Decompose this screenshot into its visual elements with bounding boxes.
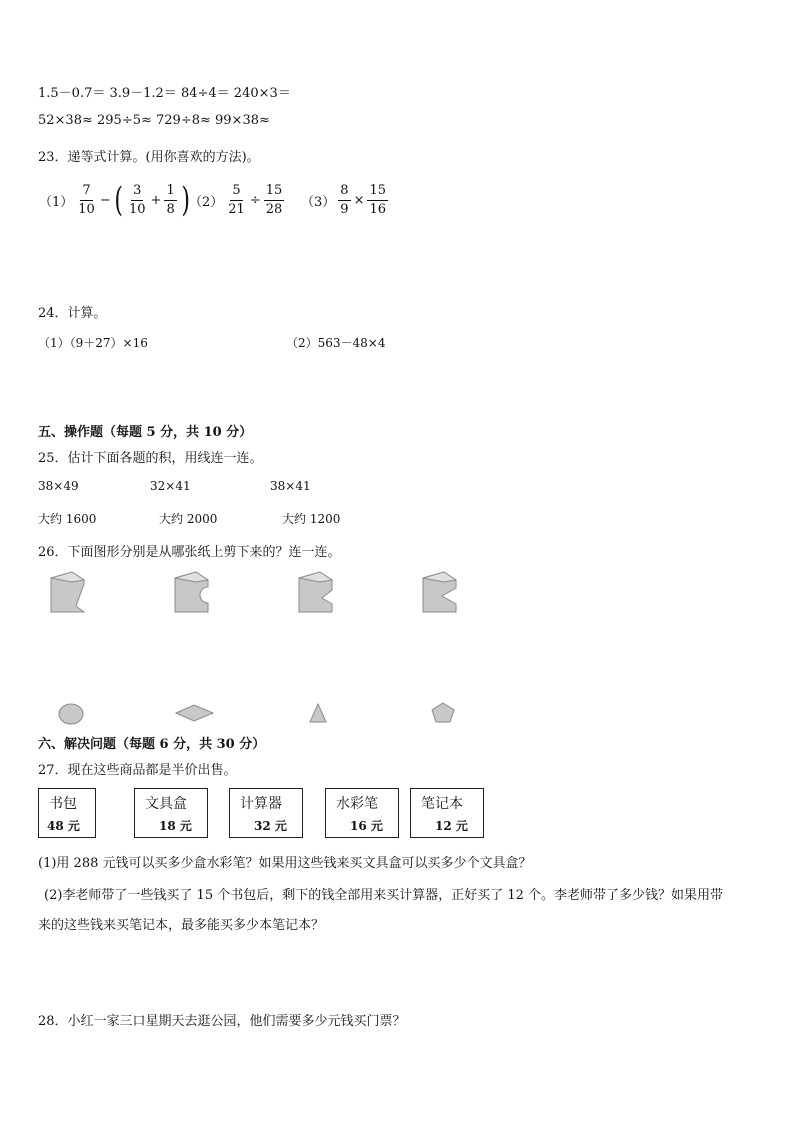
folded-paper-3-icon: [296, 570, 336, 614]
q27-sub-question-1: (1)用 288 元钱可以买多少盒水彩笔？如果用这些钱来买文具盒可以买多少个文具盒？: [38, 856, 532, 871]
q23-p2-label: （2）: [189, 194, 224, 210]
folded-paper-1-icon: [48, 570, 88, 614]
estimation-line-2: 52×38≈ 295÷5≈ 729÷8≈ 99×38≈: [38, 113, 270, 128]
q23-part-3: [300, 178, 390, 222]
multiply-sign: ×: [353, 192, 365, 208]
q24-part-1: （1）（9＋27）×16: [38, 336, 148, 350]
folded-paper-2-icon: [172, 570, 212, 614]
divide-sign: ÷: [249, 192, 261, 208]
fraction: $\frac{15}{28}$: [265, 182, 283, 217]
q27-sub-question-2-line-2: 来的这些钱来买笔记本，最多能买多少本笔记本？: [38, 918, 325, 933]
q23-title: 23．递等式计算。(用你喜欢的方法)。: [38, 150, 260, 165]
q23-part-1: [38, 178, 192, 222]
pentagon-shape-icon: [430, 702, 456, 724]
q24-title: 24．计算。: [38, 306, 107, 321]
product-name: 水彩笔: [336, 796, 378, 812]
rhombus-shape-icon: [174, 704, 216, 724]
q26-title: 26．下面图形分别是从哪张纸上剪下来的？连一连。: [38, 545, 341, 560]
product-name: 文具盒: [145, 796, 187, 812]
q28-title: 28．小红一家三口星期天去逛公园，他们需要多少元钱买门票？: [38, 1014, 406, 1029]
product-card-calculator: [229, 788, 303, 838]
fraction: $\frac{1}{8}$: [166, 182, 175, 217]
q23-p3-label: （3）: [301, 194, 336, 210]
product-card-watercolor-pens: [325, 788, 399, 838]
right-paren: ): [181, 180, 190, 220]
triangle-shape-icon: [308, 702, 330, 724]
product-price: 32 元: [254, 819, 287, 833]
q25-title: 25．估计下面各题的积，用线连一连。: [38, 451, 263, 466]
product-price: 48 元: [47, 819, 80, 833]
product-name: 笔记本: [421, 796, 463, 812]
q27-sub-question-2-line-1: (2)李老师带了一些钱买了 15 个书包后，剩下的钱全部用来买计算器，正好买了 12 个。李老师带了多少钱？如果用带: [44, 888, 724, 903]
q25-estimate-1: 大约 1600: [38, 512, 97, 526]
q25-estimate-2: 大约 2000: [159, 512, 218, 526]
product-price: 18 元: [159, 819, 192, 833]
product-price: 12 元: [435, 819, 468, 833]
mental-math-line-1: 1.5－0.7＝ 3.9－1.2＝ 84÷4＝ 240×3＝: [38, 86, 291, 101]
q25-estimate-3: 大约 1200: [282, 512, 341, 526]
minus-sign: −: [99, 192, 111, 208]
product-card-notebook: [410, 788, 484, 838]
fraction: $\frac{15}{16}$: [369, 182, 387, 217]
plus-sign: +: [150, 192, 162, 208]
fraction: $\frac{8}{9}$: [340, 182, 349, 217]
product-name: 计算器: [240, 796, 282, 812]
folded-paper-4-icon: [420, 570, 460, 614]
product-card-pencil-box: [134, 788, 208, 838]
product-price: 16 元: [350, 819, 383, 833]
product-card-backpack: [38, 788, 96, 838]
section-5-heading: 五、操作题（每题 5 分，共 10 分）: [38, 425, 253, 440]
fraction: $\frac{7}{10}$: [78, 182, 95, 217]
q23-part-2: [188, 178, 286, 222]
circle-shape-icon: [58, 702, 86, 726]
q25-product-3: 38×41: [270, 479, 311, 493]
q25-product-2: 32×41: [150, 479, 191, 493]
product-name: 书包: [49, 796, 77, 812]
q25-product-1: 38×49: [38, 479, 79, 493]
q23-p1-label: （1）: [39, 194, 74, 210]
fraction: $\frac{3}{10}$: [129, 182, 146, 217]
left-paren: (: [114, 180, 123, 220]
fraction: $\frac{5}{21}$: [228, 182, 245, 217]
q27-title: 27．现在这些商品都是半价出售。: [38, 763, 237, 778]
q24-part-2: （2）563－48×4: [286, 336, 386, 350]
section-6-heading: 六、解决问题（每题 6 分，共 30 分）: [38, 737, 266, 752]
